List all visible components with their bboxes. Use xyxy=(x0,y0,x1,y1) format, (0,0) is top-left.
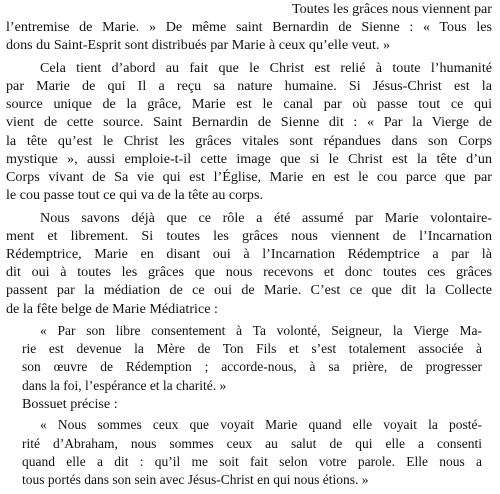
text-line-6: source unique de la grâce, Marie est le canal par où passe tout ce qui xyxy=(6,96,492,113)
text-line-4: Cela tient d’abord au fait que le Christ est relié à toute l’humanité xyxy=(40,59,492,76)
text-line-1: Toutes les grâces nous viennent par xyxy=(291,1,492,17)
quote-line-2: rie est devenue la Mère de Ton Fils et s’est totalement associée à xyxy=(22,341,482,357)
text-line-10: Corps vivant de Sa vie qui est l’Église, Marie en est le cou parce que par xyxy=(6,168,492,185)
quote-line-4: dans la foi, l’espérance et la charité. » xyxy=(22,377,227,393)
text-line-17: de la fête belge de Marie Médiatrice : xyxy=(6,300,218,317)
text-line-2: l’entremise de Marie. » De même saint Bernardin de Sienne : « Tous les xyxy=(6,19,492,36)
text-line-3: dons du Saint-Esprit sont distribués par Marie à ceux qu’elle veut. » xyxy=(6,37,391,54)
text-line-12: Nous savons déjà que ce rôle a été assumé par Marie volontaire- xyxy=(40,209,492,226)
text-line-7: vient de cette source. Saint Bernardin de Sienne dit : « Par la Vierge de xyxy=(6,114,492,131)
text-line-18: Bossuet précise : xyxy=(22,395,118,412)
text-line-15: dit oui à toutes les grâces que nous recevons et donc toutes ces grâces xyxy=(6,264,492,281)
quote-line-1: « Par son libre consentement à Ta volonté, Seigneur, la Vierge Ma- xyxy=(40,323,482,339)
quote-line-3: son œuvre de Rédemption ; accorde-nous, à sa prière, de progresser xyxy=(22,359,482,375)
quote-line-6: rité d’Abraham, nous sommes ceux au salut de qui elle a consenti xyxy=(22,435,482,451)
text-line-16: passent par la médiation de ce oui de Marie. C’est ce que dit la Collecte xyxy=(6,282,492,299)
quote-line-7: quand elle a dit : qu’il me soit fait selon votre parole. Elle nous a xyxy=(22,453,482,469)
quote-line-8: tous portés dans son sein avec Jésus-Christ en qui nous étions. » xyxy=(22,472,369,487)
text-line-11: le cou passe tout ce qui va de la tête au corps. xyxy=(6,187,264,204)
quote-line-5: « Nous sommes ceux que voyait Marie quand elle voyait la posté- xyxy=(40,417,482,433)
text-line-5: par Marie de qui Il a reçu sa nature humaine. Si Jésus-Christ est la xyxy=(6,78,492,95)
text-line-9: mystique », aussi emploie-t-il cette image que si le Christ est la tête d’un xyxy=(6,150,492,167)
text-line-8: la tête qu’est le Christ les grâces vitales sont répandues dans son Corps xyxy=(6,132,492,149)
text-line-14: Rédemptrice, Marie en disant oui à l’Incarnation Rédemptrice a par là xyxy=(6,246,492,263)
text-line-13: ment et librement. Si toutes les grâces nous viennent de l’Incarnation xyxy=(6,227,492,244)
